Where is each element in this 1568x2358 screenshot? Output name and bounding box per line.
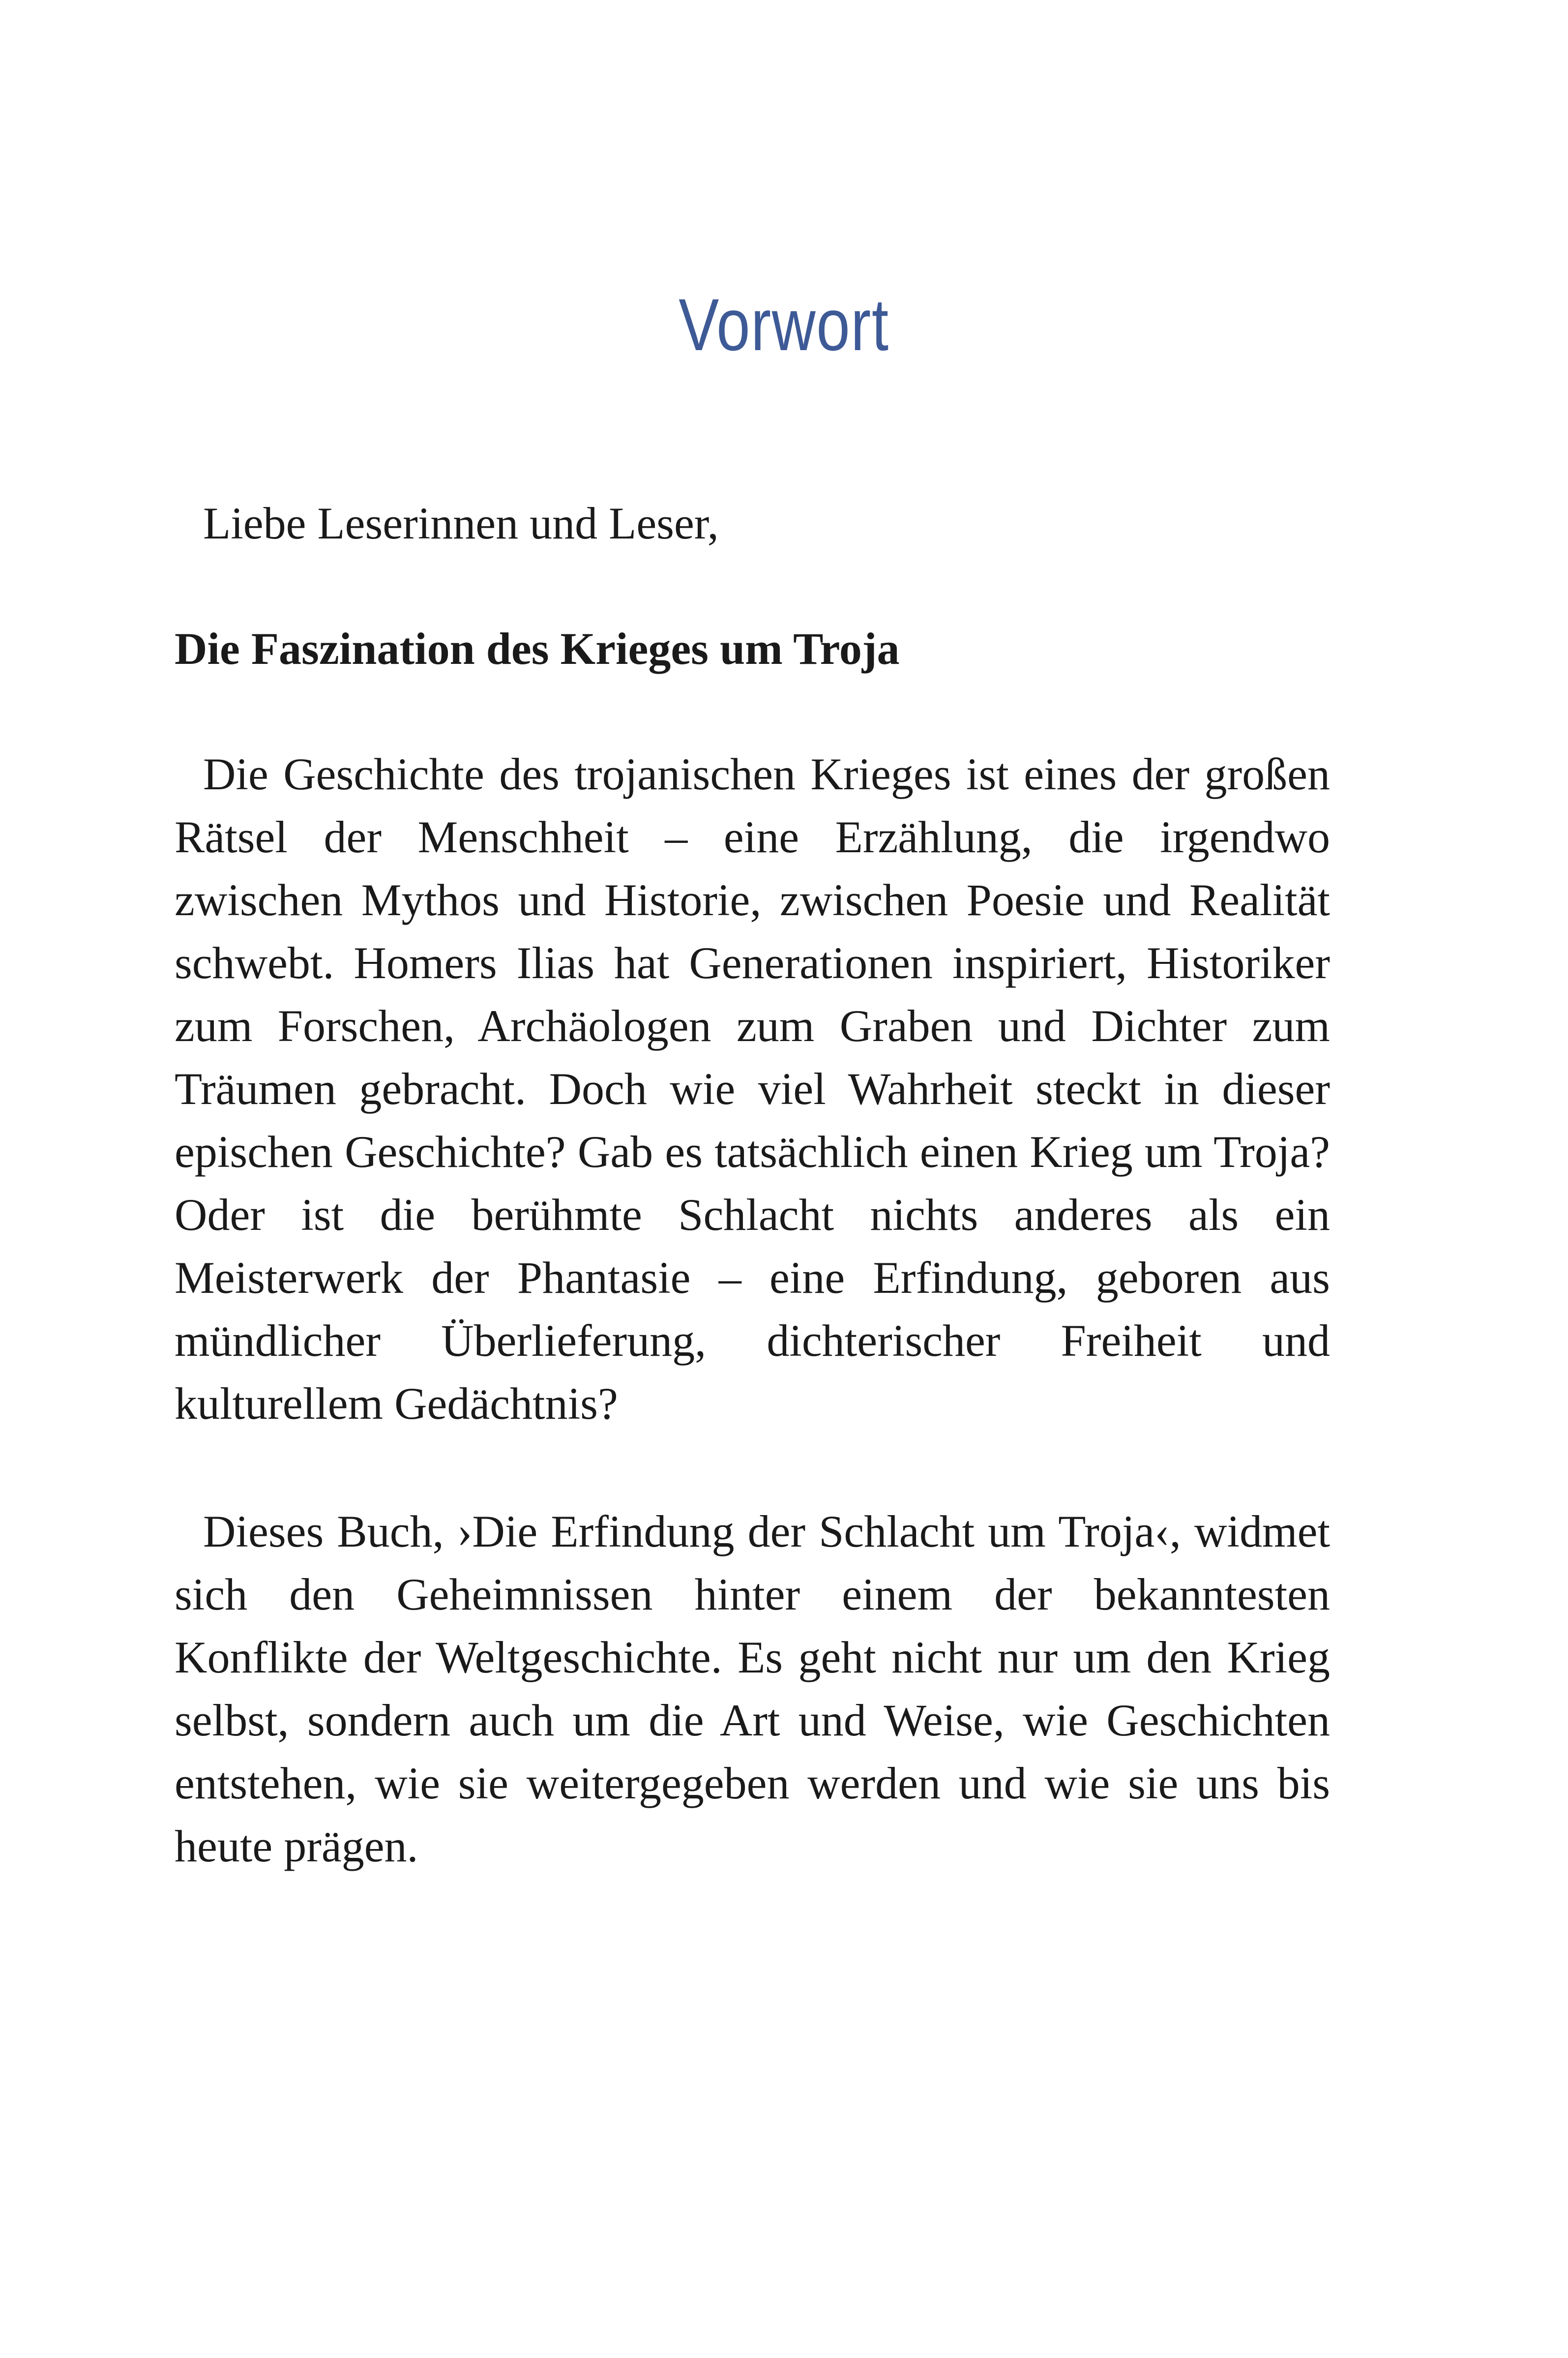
page-title: Vorwort [679,283,889,366]
section-heading: Die Faszination des Krieges um Troja [175,624,900,674]
body-paragraph: Die Geschichte des trojanischen Krieges ist eines der großen Rätsel der Menschheit – eine Erzählung, die irgendwo zwischen Mythos und Historie, zwischen Poesie und Realität schwebt. Homers Ilias hat Generationen inspiriert, Historiker zum Forschen, Archäologen zum Graben und Dichter zum Träumen gebracht. Doch wie viel Wahrheit steckt in dieser epischen Geschichte? Gab es tatsächlich einen Krieg um Troja? Oder ist die berühmte Schlacht nichts anderes als ein Meisterwerk der Phantasie – eine Erfindung, geboren aus mündlicher Überlieferung, dichterischer Freiheit und kulturellem Gedächtnis? [175,749,1330,1429]
greeting-line: Liebe Leserinnen und Leser, [203,498,719,548]
body-paragraph: Dieses Buch, ›Die Erfindung der Schlacht um Troja‹, widmet sich den Geheimnissen hinter einem der bekanntesten Konflikte der Weltgeschichte. Es geht nicht nur um den Krieg selbst, sondern auch um die Art und Weise, wie Geschichten entstehen, wie sie weitergegeben werden und wie sie uns bis heute prägen. [175,1506,1330,1871]
